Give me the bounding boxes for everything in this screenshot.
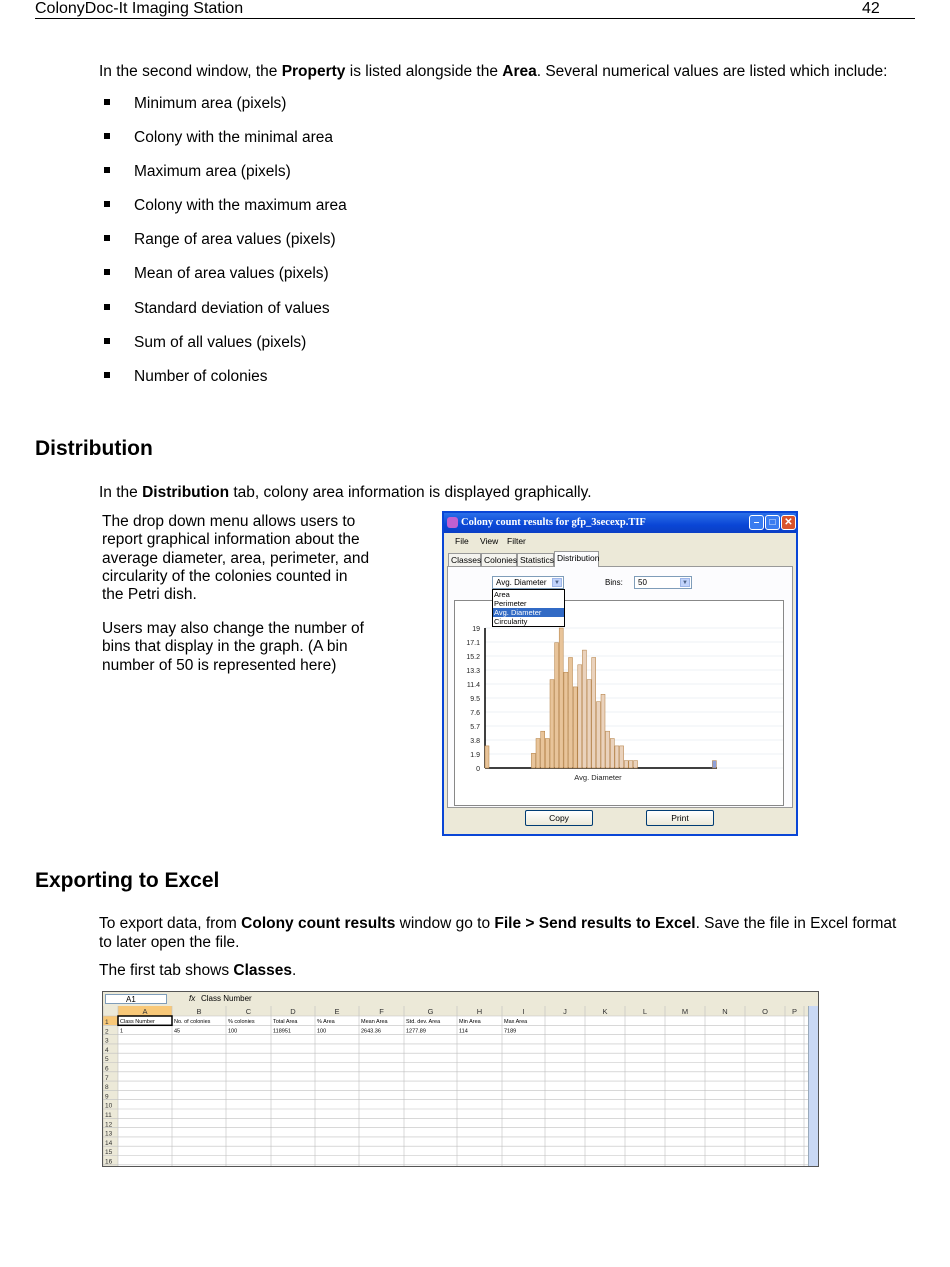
- fx-icon: fx: [189, 994, 196, 1003]
- column-header[interactable]: P: [791, 1007, 798, 1016]
- histogram-bar: [629, 761, 633, 768]
- statistics-bullet-list: [99, 95, 347, 402]
- row-header[interactable]: 8: [105, 1084, 109, 1092]
- copy-button[interactable]: Copy: [525, 810, 593, 826]
- table-cell[interactable]: 100: [228, 1028, 238, 1035]
- histogram-bar: [550, 680, 554, 768]
- tab-statistics[interactable]: Statistics: [517, 553, 554, 566]
- row-header[interactable]: 3: [105, 1037, 109, 1045]
- property-term: Property: [281, 63, 346, 80]
- table-cell[interactable]: Min Area: [459, 1019, 481, 1025]
- histogram-bar: [555, 643, 559, 768]
- list-item: Colony with the maximum area: [99, 197, 347, 231]
- chevron-down-icon[interactable]: ▼: [552, 578, 562, 587]
- list-item: Colony with the minimal area: [99, 129, 347, 163]
- table-cell[interactable]: 1: [120, 1028, 124, 1035]
- histogram-bar: [606, 731, 610, 768]
- table-cell[interactable]: % colonies: [228, 1019, 255, 1025]
- table-cell[interactable]: 100: [317, 1028, 327, 1035]
- table-cell[interactable]: Max Area: [504, 1019, 528, 1025]
- table-cell[interactable]: % Area: [317, 1019, 335, 1025]
- tab-colonies[interactable]: Colonies: [481, 553, 517, 566]
- column-header-band: [103, 1006, 808, 1016]
- row-header[interactable]: 16: [105, 1158, 113, 1166]
- histogram-bar: [610, 739, 614, 769]
- list-item: Standard deviation of values: [99, 300, 347, 334]
- y-tick-label: 15.2: [466, 654, 480, 661]
- window-menu-bar: [444, 533, 796, 549]
- row-header[interactable]: 14: [105, 1139, 113, 1147]
- histogram-bar: [485, 746, 489, 768]
- x-axis-label: Avg. Diameter: [574, 773, 622, 782]
- table-cell[interactable]: 45: [174, 1028, 181, 1035]
- tab-classes[interactable]: Classes: [448, 553, 481, 566]
- bullet-square-icon: [104, 235, 110, 241]
- page-header-title: ColonyDoc-It Imaging Station: [35, 0, 244, 17]
- distribution-plot-area: [454, 600, 784, 806]
- window-title: Colony count results for gfp_3secexp.TIF: [461, 517, 646, 528]
- page-number: 42: [862, 0, 880, 17]
- column-header[interactable]: J: [563, 1007, 567, 1016]
- vertical-scrollbar[interactable]: [808, 1006, 819, 1167]
- row-header[interactable]: 11: [105, 1112, 112, 1119]
- column-header[interactable]: B: [196, 1007, 202, 1016]
- row-header[interactable]: 13: [105, 1130, 113, 1138]
- histogram-bar: [545, 739, 549, 769]
- row-header[interactable]: 2: [105, 1028, 109, 1036]
- table-cell[interactable]: 2643.36: [361, 1028, 381, 1035]
- option-perimeter[interactable]: Perimeter: [494, 599, 527, 608]
- option-area[interactable]: Area: [494, 590, 510, 599]
- column-header[interactable]: O: [762, 1007, 768, 1016]
- histogram-bar: [592, 658, 596, 769]
- bullet-square-icon: [104, 99, 110, 105]
- y-tick-label: 3.8: [470, 738, 480, 745]
- histogram-bar: [531, 753, 535, 768]
- row-header[interactable]: 1: [105, 1019, 109, 1026]
- histogram-bar: [634, 761, 638, 768]
- list-item: Range of area values (pixels): [99, 231, 347, 265]
- bullet-square-icon: [104, 269, 110, 275]
- column-header[interactable]: F: [379, 1007, 384, 1016]
- distribution-paragraph: In the Distribution tab, colony area information is displayed graphically.: [99, 484, 592, 501]
- header-rule: [35, 18, 915, 19]
- histogram-bar: [578, 665, 582, 768]
- close-icon[interactable]: ✕: [781, 515, 796, 530]
- property-select[interactable]: Avg. Diameter ▼: [492, 576, 564, 589]
- bullet-square-icon: [104, 338, 110, 344]
- column-header[interactable]: H: [476, 1007, 483, 1016]
- formula-input[interactable]: Class Number: [201, 994, 252, 1003]
- column-header[interactable]: N: [722, 1007, 728, 1016]
- column-header[interactable]: L: [642, 1007, 648, 1016]
- minimize-icon[interactable]: –: [749, 515, 764, 530]
- bullet-square-icon: [104, 201, 110, 207]
- distribution-panel: [447, 566, 793, 808]
- histogram-bar: [601, 694, 605, 768]
- menu-filter[interactable]: Filter: [507, 536, 526, 546]
- list-item: Sum of all values (pixels): [99, 334, 347, 368]
- row-header[interactable]: 12: [105, 1121, 113, 1129]
- table-cell[interactable]: 114: [459, 1028, 468, 1035]
- table-cell[interactable]: Std. dev. Area: [406, 1019, 441, 1025]
- y-tick-label: 1.9: [470, 752, 480, 759]
- maximize-icon[interactable]: □: [765, 515, 780, 530]
- row-header[interactable]: 7: [105, 1074, 109, 1082]
- column-header[interactable]: D: [290, 1007, 296, 1016]
- tab-distribution[interactable]: Distribution: [554, 551, 599, 567]
- histogram-bar: [624, 761, 628, 768]
- option-circularity[interactable]: Circularity: [494, 617, 528, 626]
- distribution-heading: Distribution: [35, 437, 153, 460]
- y-tick-label: 9.5: [470, 696, 480, 703]
- print-button[interactable]: Print: [646, 810, 714, 826]
- bullet-square-icon: [104, 133, 110, 139]
- column-header[interactable]: A: [142, 1007, 148, 1016]
- classes-paragraph: The first tab shows Classes.: [99, 962, 297, 979]
- column-header[interactable]: G: [427, 1007, 434, 1016]
- column-header[interactable]: M: [681, 1007, 689, 1016]
- row-header[interactable]: 15: [105, 1149, 113, 1157]
- area-term: Area: [502, 63, 537, 80]
- table-cell[interactable]: 1277.89: [406, 1028, 426, 1035]
- histogram-bar: [596, 702, 600, 768]
- table-cell[interactable]: 7189: [504, 1028, 517, 1035]
- distribution-histogram: [455, 601, 783, 805]
- row-header[interactable]: 9: [105, 1093, 109, 1101]
- table-cell[interactable]: Total Area: [273, 1019, 298, 1025]
- table-cell[interactable]: 118951: [273, 1028, 291, 1035]
- histogram-bar: [582, 650, 586, 768]
- name-box[interactable]: A1: [105, 994, 167, 1004]
- y-tick-label: 7.6: [470, 710, 480, 717]
- y-tick-label: 0: [476, 766, 480, 773]
- y-tick-label: 19: [472, 626, 480, 633]
- bins-description: Users may also change the number of bins that display in the graph. (A bin number of 50 is represented here): [102, 620, 364, 674]
- y-tick-label: 5.7: [470, 724, 480, 731]
- bins-select[interactable]: 50 ▼: [634, 576, 692, 589]
- histogram-bar: [541, 731, 545, 768]
- property-dropdown-list: [492, 589, 565, 627]
- column-header[interactable]: C: [245, 1007, 252, 1016]
- histogram-bar: [615, 746, 619, 768]
- histogram-bar: [569, 658, 573, 769]
- row-header[interactable]: 5: [105, 1056, 109, 1064]
- table-cell[interactable]: Mean Area: [361, 1019, 388, 1025]
- table-cell[interactable]: Class Number: [120, 1019, 155, 1025]
- chevron-down-icon[interactable]: ▼: [680, 578, 690, 587]
- menu-file[interactable]: File: [455, 536, 469, 546]
- bins-label: Bins:: [605, 578, 623, 587]
- column-header[interactable]: E: [334, 1007, 340, 1016]
- row-header[interactable]: 10: [105, 1102, 113, 1110]
- histogram-bar: [712, 761, 716, 768]
- list-item: Minimum area (pixels): [99, 95, 347, 129]
- histogram-bar: [564, 672, 568, 768]
- window-title-bar: [444, 513, 796, 533]
- histogram-bar: [536, 739, 540, 769]
- y-tick-label: 13.3: [466, 668, 480, 675]
- excel-spreadsheet: [102, 991, 819, 1167]
- column-header[interactable]: K: [602, 1007, 608, 1016]
- histogram-bar: [620, 746, 624, 768]
- table-cell[interactable]: No. of colonies: [174, 1019, 211, 1025]
- list-item: Maximum area (pixels): [99, 163, 347, 197]
- colony-results-window: [442, 511, 798, 836]
- bullet-square-icon: [104, 304, 110, 310]
- dropdown-description: The drop down menu allows users to report graphical information about the average diameter, area, perimeter, and circularity of the colonies counted in the Petri dish.: [102, 513, 370, 604]
- exporting-heading: Exporting to Excel: [35, 869, 220, 892]
- list-item: Mean of area values (pixels): [99, 265, 347, 299]
- histogram-bar: [573, 687, 577, 768]
- bullet-square-icon: [104, 372, 110, 378]
- intro-paragraph: In the second window, the Property is listed alongside the Area. Several numerical values are listed which include:: [99, 63, 888, 80]
- y-tick-label: 17.1: [466, 640, 480, 647]
- app-icon: [447, 517, 458, 528]
- exporting-paragraph: To export data, from Colony count results window go to File > Send results to Excel. Save the file in Excel format to later open the file.: [99, 915, 897, 951]
- row-header[interactable]: 6: [105, 1065, 109, 1073]
- formula-bar: [103, 992, 819, 1007]
- list-item: Number of colonies: [99, 368, 347, 402]
- row-header[interactable]: 4: [105, 1046, 109, 1054]
- menu-view[interactable]: View: [480, 536, 499, 546]
- option-avg-diameter[interactable]: Avg. Diameter: [493, 608, 564, 617]
- y-tick-label: 11.4: [466, 682, 480, 689]
- histogram-bar: [587, 680, 591, 768]
- column-header[interactable]: I: [522, 1007, 525, 1016]
- histogram-bar: [559, 628, 563, 768]
- spreadsheet-grid: [103, 1006, 808, 1167]
- bullet-square-icon: [104, 167, 110, 173]
